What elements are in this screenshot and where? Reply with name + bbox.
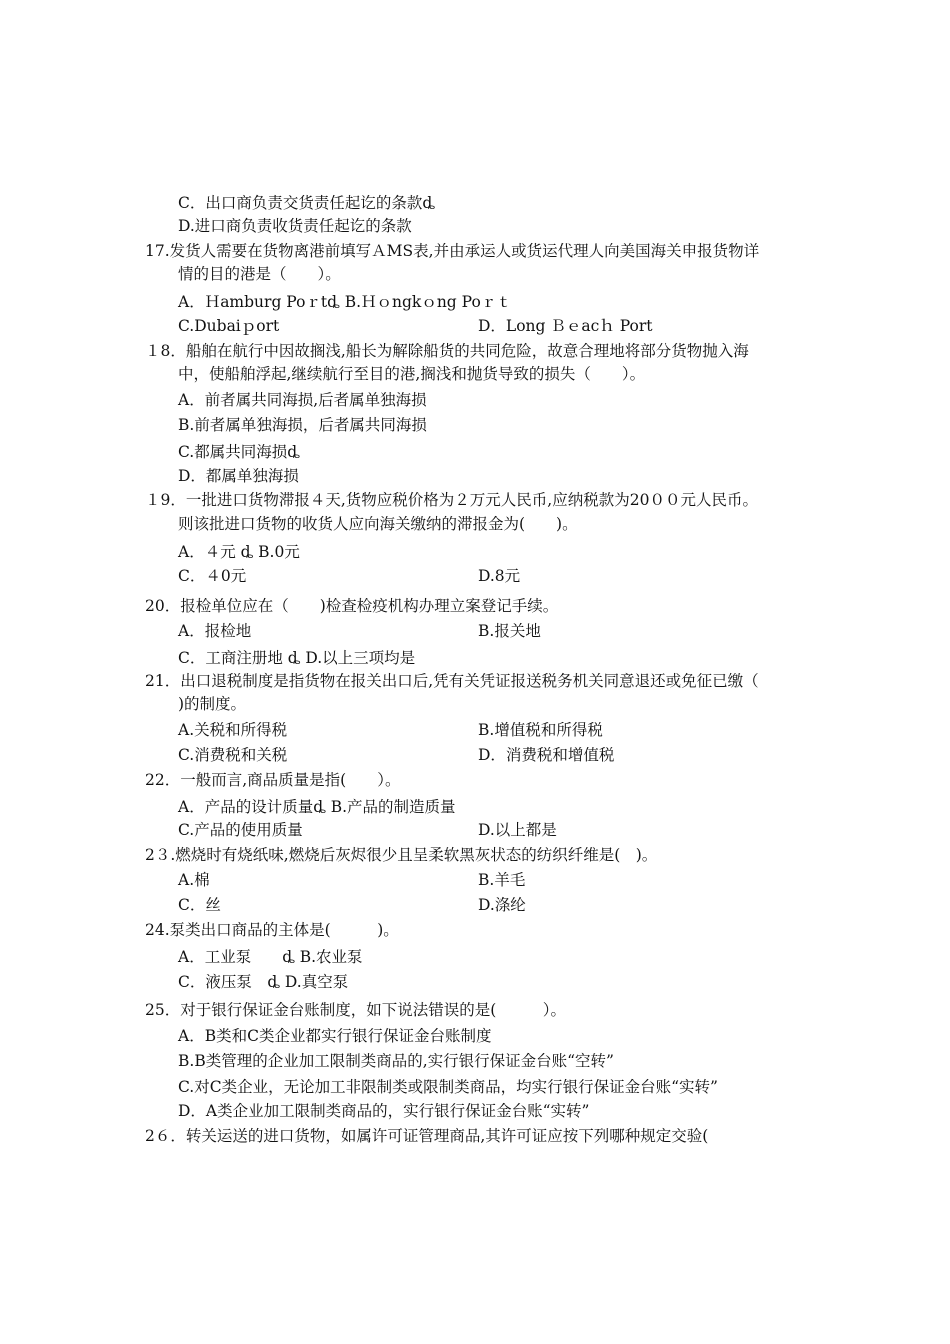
text-line: D.进口商负责收货责任起讫的条款 (178, 217, 412, 235)
text-line: 21．出口退税制度是指货物在报关出口后,凭有关凭证报送税务机关同意退还或免征已缴（ (145, 672, 759, 690)
text-line: A．产品的设计质量ȡ B.产品的制造质量 (178, 798, 456, 816)
text-line: B.报关地 (478, 622, 541, 640)
text-line: C．丝 (178, 896, 221, 914)
text-line: C.消费税和关税 (178, 746, 288, 764)
text-line: D．都属单独海损 (178, 467, 299, 485)
text-line: １9．一批进口货物滞报４天,货物应税价格为２万元人民币,应纳税款为20００元人民币。 (145, 491, 758, 509)
text-line: C.都属共同海损ȡ (178, 443, 300, 461)
text-line: B.前者属单独海损，后者属共同海损 (178, 416, 427, 434)
text-line: C．出口商负责交货责任起讫的条款ȡ (178, 194, 435, 212)
text-line: B.增值税和所得税 (478, 721, 603, 739)
text-line: C．液压泵 ȡ D.真空泵 (178, 973, 349, 991)
text-line: C．工商注册地 ȡ D.以上三项均是 (178, 649, 416, 667)
text-line: A．４元 ȡ B.0元 (178, 543, 300, 561)
text-line: 17.发货人需要在货物离港前填写ＡMS表,并由承运人或货运代理人向美国海关申报货物详 (145, 242, 760, 260)
text-line: 中，使船舶浮起,继续航行至目的港,搁浅和抛货导致的损失（ ）。 (178, 365, 646, 383)
text-line: A．报检地 (178, 622, 252, 640)
text-line: 则该批进口货物的收货人应向海关缴纳的滞报金为( )。 (178, 515, 578, 533)
text-line: 20．报检单位应在（ )检查检疫机构办理立案登记手续。 (145, 597, 559, 615)
text-line: D．Long Ｂｅacｈ Port (478, 317, 653, 335)
text-line: A.棉 (178, 871, 210, 889)
text-line: 24.泵类出口商品的主体是( )。 (145, 921, 399, 939)
text-line: 22．一般而言,商品质量是指( ）。 (145, 771, 401, 789)
text-line: A．Ｈamburg Poｒtȡ B.Ｈｏngkｏng Poｒｔ (178, 293, 512, 311)
text-line: 2３.燃烧时有烧纸味,燃烧后灰烬很少且呈柔软黑灰状态的纺织纤维是( )。 (145, 846, 658, 864)
text-line: 情的目的港是（ ）。 (178, 265, 341, 283)
text-line: B.羊毛 (478, 871, 526, 889)
text-line: )的制度。 (178, 695, 247, 713)
text-line: 2６．转关运送的进口货物，如属许可证管理商品,其许可证应按下列哪种规定交验( (145, 1127, 709, 1145)
text-line: B.B类管理的企业加工限制类商品的,实行银行保证金台账“空转” (178, 1052, 614, 1070)
text-line: A．工业泵 ȡ B.农业泵 (178, 948, 363, 966)
text-line: １8．船舶在航行中因故搁浅,船长为解除船货的共同危险，故意合理地将部分货物抛入海 (145, 342, 749, 360)
text-line: D.以上都是 (478, 821, 557, 839)
text-line: C.Dubaiｐort (178, 317, 280, 335)
text-line: A．前者属共同海损,后者属单独海损 (178, 391, 427, 409)
text-line: D．消费税和增值税 (478, 746, 615, 764)
text-line: C．４0元 (178, 567, 247, 585)
text-line: A．B类和C类企业都实行银行保证金台账制度 (178, 1027, 492, 1045)
text-line: D．A类企业加工限制类商品的，实行银行保证金台账“实转” (178, 1102, 590, 1120)
text-line: D.8元 (478, 567, 521, 585)
text-line: 25．对于银行保证金台账制度，如下说法错误的是( ）。 (145, 1001, 567, 1019)
text-line: A.关税和所得税 (178, 721, 288, 739)
text-line: D.涤纶 (478, 896, 526, 914)
text-line: C.产品的使用质量 (178, 821, 303, 839)
text-line: C.对C类企业，无论加工非限制类或限制类商品，均实行银行保证金台账“实转” (178, 1078, 718, 1096)
